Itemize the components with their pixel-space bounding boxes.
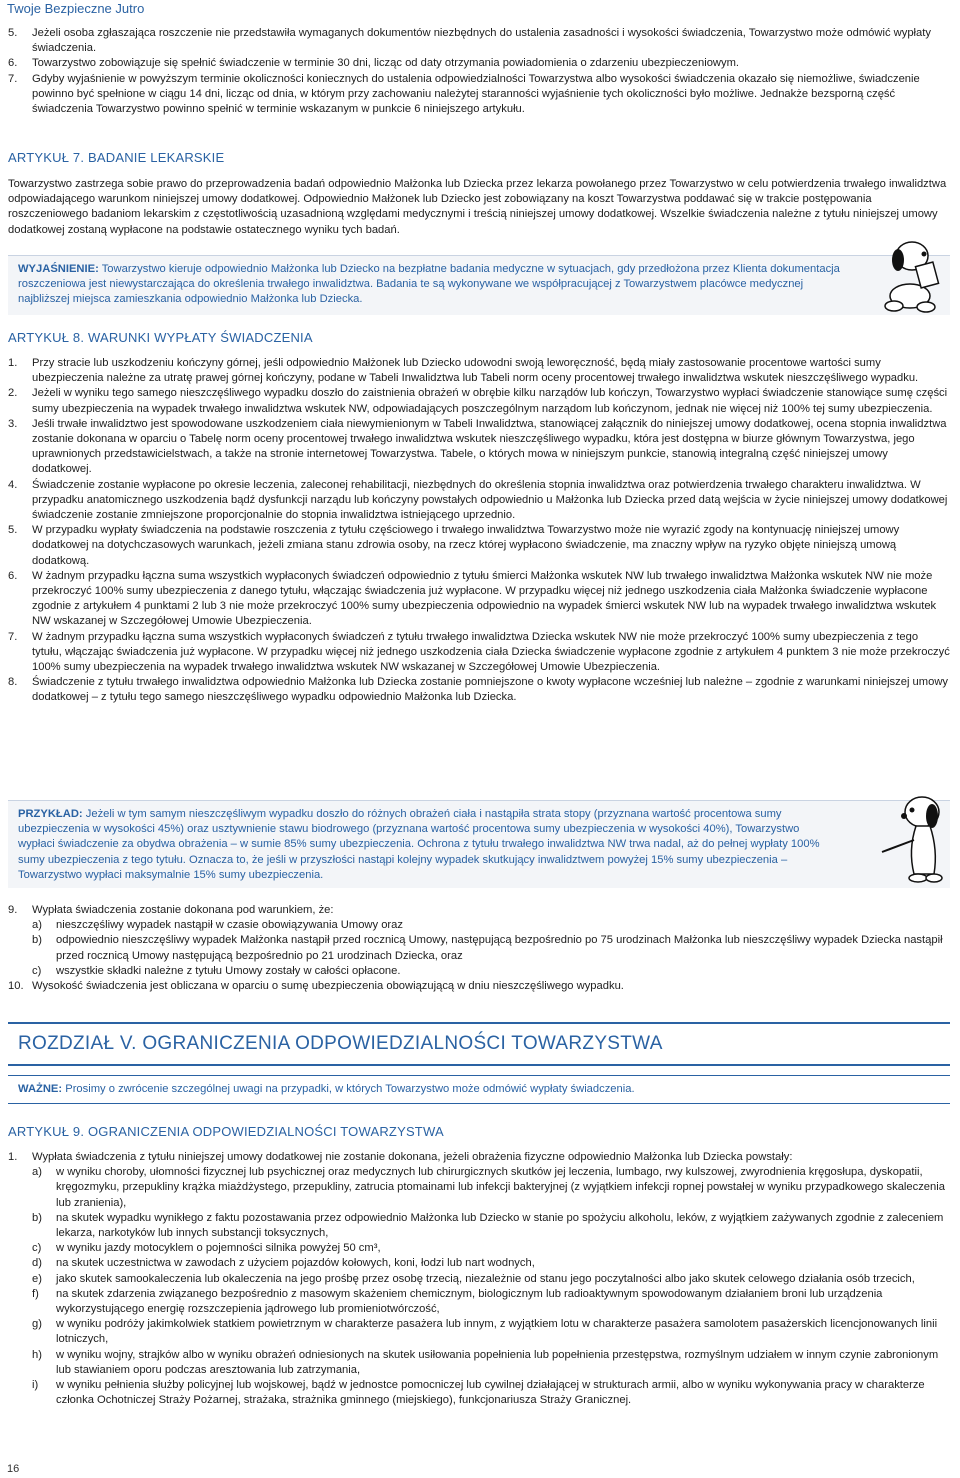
sub-list-item: i) w wyniku pełnienia służby policyjnej lub wojskowej, bądź w jednostce pomocniczej lub cywilnej działającej w strukturach armii, albo w wyniku wykonywania pracy w charakterze członka Ochotniczej Straży Pożarnej, strażaka, strażnika gminnego (miejskiego), funkcjonariusza Straży Granicznej. [32,1379,925,1407]
sub-list-item: f) na skutek zdarzenia związanego bezpośrednio z masowym skażeniem chemicznym, biologicznym lub radioaktywnym spowodowanym działaniem broni lub urządzenia wykorzystującego energię rozszczepienia jądrowego lub promieniotwórczość, [32,1287,883,1316]
list-item: 3. Jeśli trwałe inwalidztwo jest spowodowane uszkodzeniem ciała niewymienionym w Tabeli Inwalidztwa, stanowiącej załącznik do niniejszej umowy dodatkowej, ocena stopnia inwalidztwa zostanie dokonana w oparciu o Tabelę norm oceny procentowej trwałego inwalidztwa wskutek nieszczęśliwego wypadku, która jest dostępna w biurze głównym Towarzystwa, jego uprawnionych przedstawicielstwach, a także na stronie internetowej Towarzystwa. Tabele, o których mowa w niniejszym punkcie, stanowią integralną część niniejszej umowy dodatkowej. [8,417,947,476]
important-label: WAŻNE: [18,1083,63,1095]
sub-list-item: d) na skutek uczestnictwa w zawodach z użyciem pojazdów kołowych, koni, łodzi lub nart wodnych, [32,1257,535,1270]
sub-list-item: c) w wyniku jazdy motocyklem o pojemności silnika powyżej 50 cm³, [32,1242,381,1255]
art7-note [8,255,950,315]
list-item: 6. Towarzystwo zobowiązuje się spełnić świadczenie w terminie 30 dni, licząc od daty otrzymania powiadomienia o zdarzeniu ubezpieczeniowym. [8,57,740,70]
note-label: WYJAŚNIENIE: [18,263,99,275]
sub-list-item: g) w wyniku podróży jakimkolwiek statkiem powietrznym w charakterze pasażera lub innym, z wyjątkiem lotu w charakterze pasażera samolotem pasażerskich licencjonowanych linii lotniczych, [32,1318,938,1346]
art8-list-continued [8,903,950,994]
header-title: Twoje Bezpieczne Jutro [7,1,145,16]
art8-list [8,356,950,706]
art8-example [8,800,950,888]
sub-list-item: h) w wyniku wojny, strajków albo w wyniku obrażeń odniesionych na skutek usiłowania popełnienia lub popełnienia przestępstwa, rozmyślnym udziałem w innym czynie zabronionym lub stawianiem oporu podczas aresztowania lub zatrzymania, [32,1348,939,1376]
art8-heading: ARTYKUŁ 8. WARUNKI WYPŁATY ŚWIADCZENIA [8,330,313,345]
sub-list-item: a) nieszczęśliwy wypadek nastąpił w czasie obowiązywania Umowy oraz [32,919,403,932]
list-item: 4. Świadczenie zostanie wypłacone po okresie leczenia, zaleconej rehabilitacji, niezbędnych do określenia stopnia inwalidztwa oraz potwierdzenia trwałego charakteru inwalidztwa. W przypadku anatomicznego uszkodzenia bądź dysfunkcji narządu lub kończyny powstałych odpowiednio u Małżonka lub Dziecka przed datą wejścia w życie niniejszej umowy dodatkowej świadczenie zostanie zmniejszone proporcjonalnie do stopnia inwalidztwa istniejącego uprzednio. [8,478,948,522]
list-item: 1. Przy stracie lub uszkodzeniu kończyny górnej, jeśli odpowiednio Małżonek lub Dziecko udowodni swoją leworęczność, będą miały zastosowanie procentowe wartości sumy ubezpieczenia należne za utratę prawej górnej kończyny, podane w Tabeli Inwalidztwa lub Tabeli norm oceny procentowej trwałego inwalidztwa wskutek nieszczęśliwego wypadku. [8,357,919,385]
list-item: 8. Świadczenie z tytułu trwałego inwalidztwa odpowiednio Małżonka lub Dziecka zostanie pomniejszone o kwoty wypłacone wcześniej lub należne – zgodnie z warunkami niniejszej umowy dodatkowej – z tytułu tego samego nieszczęśliwego wypadku odpowiednio Małżonka lub Dziecka. [8,676,948,704]
list-item: 6. W żadnym przypadku łączna suma wszystkich wypłaconych świadczeń odpowiednio z tytułu śmierci Małżonka wskutek NW lub trwałego inwalidztwa Małżonka wskutek NW nie może przekroczyć 100% sumy ubezpieczenia z danego tytułu, włączając świadczenia już wypłacone. W przypadku więcej niż jednego uszkodzenia ciała Małżonka świadczenie wypłacone zgodnie z artykułem 4 punktami 2 lub 3 nie może przekroczyć 100% sumy ubezpieczenia odpowiednio na wypadek śmierci wskutek NW lub na wypadek trwałego inwalidztwa wskutek NW wskazanej w Szczegółowej Umowie Ubezpieczenia. [8,569,937,628]
chapter-heading-box [8,1022,950,1066]
sub-list-item: a) w wyniku choroby, ułomności fizycznej lub psychicznej oraz medycznych lub chirurgicznych skutków jej leczenia, lumbago, rwy kulszowej, zwyrodnienia kręgosłupa, dyskopatii, kręgozmyku, przepukliny krążka miażdżystego, przepukliny, zatrucia ptomainami lub infekcji bakteryjnej (z wyjątkiem infekcji ropnej powstałej w wyniku przypadkowego skaleczenia lub zranienia), [32,1166,945,1209]
chapter-title: ROZDZIAŁ V. OGRANICZENIA ODPOWIEDZIALNOŚCI TOWARZYSTWA [18,1033,663,1054]
list-item: 7. W żadnym przypadku łączna suma wszystkich wypłaconych świadczeń z tytułu trwałego inwalidztwa Dziecka wskutek NW nie może przekroczyć 100% sumy ubezpieczenia z tego tytułu, włączając świadczenia już wypłacone. W przypadku więcej niż jednego uszkodzenia ciała Dziecka świadczenie wypłacone zgodnie z artykułem 4 punktem 3 nie może przekroczyć 100% sumy ubezpieczenia na wypadek trwałego inwalidztwa wskutek NW wskazanej w Szczegółowej Umowie Ubezpieczenia. [8,630,950,674]
sub-list-item: c) wszystkie składki należne z tytułu Umowy zostały w całości opłacone. [32,964,401,977]
list-item: 5. Jeżeli osoba zgłaszająca roszczenie nie przedstawiła wymaganych dokumentów niezbędnych do ustalenia zasadności i wysokości świadczenia, Towarzystwo może odmówić wypłaty świadczenia. [8,27,931,55]
snoopy-pointing-illustration [868,790,950,886]
item-text: Jeżeli osoba zgłaszająca roszczenie nie przedstawiła wymaganych dokumentów niezbędnych do ustalenia zasadności i wysokości świadczenia, Towarzystwo może odmówić wypłaty świadczenia. [32,27,931,55]
note-text: Towarzystwo kieruje odpowiednio Małżonka lub Dziecko na bezpłatne badania medyczne w sytuacjach, gdy przedłożona przez Klienta dokumentacja roszczeniowa jest niewystarczająca do określenia trwałego inwalidztwa. Badania te są wykonywane we współpracującej z Towarzystwem placówce medycznej najbliższej miejsca zamieszkania odpowiednio Małżonka lub Dziecka. [18,263,840,306]
list-item: 9. Wypłata świadczenia zostanie dokonana pod warunkiem, że: a) nieszczęśliwy wypadek nastąpił w czasie obowiązywania Umowy oraz b) odpowiednio nieszczęśliwy wypadek Małżonka nastąpił przed rocznicą Umowy, następującą bezpośrednio po 75 urodzinach Małżonka lub nieszczęśliwy wypadek Dziecka nastąpił przed rocznicą Umowy następującą bezpośrednio po 21 urodzinach Dziecka, oraz c) wszystkie składki należne z tytułu Umowy zostały w całości opłacone. [8,903,950,979]
page-number: 16 [7,1463,20,1475]
list-item: 10. Wysokość świadczenia jest obliczana w oparciu o sumę ubezpieczenia obowiązującą w dniu nieszczęśliwego wypadku. [8,980,624,993]
important-text: Prosimy o zwrócenie szczególnej uwagi na przypadki, w których Towarzystwo może odmówić wypłaty świadczenia. [65,1083,635,1095]
sub-list-item: b) na skutek wypadku wynikłego z faktu pozostawania przez odpowiednio Małżonka lub Dziecko w stanie po spożyciu alkoholu, leków, z wyjątkiem zażywanych zgodnie z zaleceniem lekarza, narkotyków lub innych substancji toksycznych, [32,1211,944,1240]
snoopy-reading-illustration [876,234,948,314]
important-note [8,1075,950,1104]
item-text: Gdyby wyjaśnienie w powyższym terminie okoliczności koniecznych do ustalenia odpowiedzialności Towarzystwa albo wysokości świadczenia okazało się niemożliwe, świadczenie powinno być spełnione w ciągu 14 dni, licząc od dnia, w którym przy zachowaniu należytej staranności wyjaśnienie tych okoliczności było możliwe. Jednakże bezsporną część świadczenia Towarzystwo powinno spełnić w terminie wskazanym w punkcie 6 niniejszego artykułu. [32,72,920,116]
example-text: Jeżeli w tym samym nieszczęśliwym wypadku doszło do różnych obrażeń ciała i nastąpiła strata stopy (przyznana wartość procentowa sumy ubezpieczenia w wysokości 45%) oraz usztywnienie stawu biodrowego (przyznana wartość procentowa sumy ubezpieczenia w wysokości 40%), Towarzystwo wypłaci świadczenie za obydwa obrażenia – w sumie 85% sumy ubezpieczenia. Ochrona z tytułu trwałego inwalidztwa NW trwa nadal, aż do pełnej wypłaty 100% sumy ubezpieczenia z tego tytułu. Oznacza to, że jeśli w przyszłości nastąpi kolejny wypadek skutkujący inwalidztwem powyżej 15% sumy ubezpieczenia – Towarzystwo wypłaci maksymalnie 15% sumy ubezpieczenia. [18,808,820,881]
list-item: 5. W przypadku wypłaty świadczenia na podstawie roszczenia z tytułu częściowego i trwałego inwalidztwa Towarzystwo może nie wyrazić zgody na kontynuację niniejszej umowy dodatkowej na dotychczasowych warunkach, jeżeli zmiana stanu zdrowia osoby, na rzecz której wypłacono świadczenie, ma znaczny wpływ na ryzyko objęte niniejszą umową dodatkową. [8,524,900,567]
example-label: PRZYKŁAD: [18,808,83,820]
sub-list-item: b) odpowiednio nieszczęśliwy wypadek Małżonka nastąpił przed rocznicą Umowy, następującą bezpośrednio po 75 urodzinach Małżonka lub nieszczęśliwy wypadek Dziecka nastąpił przed rocznicą Umowy następującą bezpośrednio po 21 urodzinach Dziecka, oraz [32,934,943,962]
art7-paragraph: Towarzystwo zastrzega sobie prawo do przeprowadzenia badań odpowiednio Małżonka lub Dziecka przez lekarza powołanego przez Towarzystwo w celu potwierdzenia trwałego inwalidztwa odpowiadającego warunkom niniejszej umowy dodatkowej. Odpowiednio Małżonek lub Dziecko jest zobowiązany na koszt Towarzystwa poddawać się w trakcie postępowania roszczeniowego badaniom lekarskim z częstotliwością uzasadnioną względami medycznymi i treścią niniejszej umowy dodatkowej. Wszelkie świadczenia należne z tytułu niniejszej umowy dodatkowej zostaną wypłacone na podstawie ostatecznego wyniku tych badań. [8,178,947,236]
intro-list [8,26,950,117]
list-item: 2. Jeżeli w wyniku tego samego nieszczęśliwego wypadku doszło do zaistnienia obrażeń w obrębie kilku narządów lub kończyn, Towarzystwo wypłaci świadczenie stanowiące sumę części sumy ubezpieczenia na wypadek trwałego inwalidztwa wskutek NW, odpowiadających poszczególnym narządom lub kończynom, jednak nie więcej niż 100% tej sumy ubezpieczenia. [8,387,948,415]
list-item: 1. Wypłata świadczenia z tytułu niniejszej umowy dodatkowej nie zostanie dokonana, jeżeli obrażenia fizyczne odpowiednio Małżonka lub Dziecka powstały: a) w wyniku choroby, ułomności fizycznej lub psychicznej oraz medycznych lub chirurgicznych skutków jej leczenia, lumbago, rwy kulszowej, zwyrodnienia kręgosłupa, dyskopatii, kręgozmyku, przepukliny krążka miażdżystego, przepukliny, zatrucia ptomainami lub infekcji bakteryjnej (z wyjątkiem infekcji ropnej powstałej w wyniku przypadkowego skaleczenia lub zranienia), b) na skutek wypadku wynikłego z faktu pozostawania przez odpowiednio Małżonka lub Dziecko w stanie po spożyciu alkoholu, leków, z wyjątkiem zażywanych zgodnie z zaleceniem lekarza, narkotyków lub innych substancji toksycznych, c) w wyniku jazdy motocyklem o pojemności silnika powyżej 50 cm³, d) na skutek uczestnictwa w zawodach z użyciem pojazdów kołowych, koni, łodzi lub nart wodnych, e) jako skutek samookaleczenia lub okaleczenia na jego prośbę przez osobę trzecią, niezależnie od stanu jego poczytalności albo jako skutek celowego działania osób trzecich, f) na skutek zdarzenia związanego bezpośrednio z masowym skażeniem chemicznym, biologicznym lub radioaktywnym spowodowanym działaniem broni lub urządzenia wykorzystującego energię rozszczepienia jądrowego lub promieniotwórczość, g) w wyniku podróży jakimkolwiek statkiem powietrznym w charakterze pasażera lub innym, z wyjątkiem lotu w charakterze pasażera samolotem pasażerskich licencjonowanych linii lotniczych, h) w wyniku wojny, strajków albo w wyniku obrażeń odniesionych na skutek usiłowania popełnienia lub popełnienia przestępstwa, rozmyślnym udziałem w innym czynie zabronionym lub stawianiem oporu podczas aresztowania lub zatrzymania, i) w wyniku pełnienia służby policyjnej lub wojskowej, bądź w jednostce pomocniczej lub cywilnej działającej w strukturach armii, albo w wyniku wykonywania pracy w charakterze członka Ochotniczej Straży Pożarnej, strażaka, strażnika gminnego (miejskiego), funkcjonariusza Straży Granicznej. [8,1150,950,1408]
art9-heading: ARTYKUŁ 9. OGRANICZENIA ODPOWIEDZIALNOŚCI TOWARZYSTWA [8,1124,444,1139]
sub-list-item: e) jako skutek samookaleczenia lub okaleczenia na jego prośbę przez osobę trzecią, niezależnie od stanu jego poczytalności albo jako skutek celowego działania osób trzecich, [32,1272,915,1285]
list-item: 7. Gdyby wyjaśnienie w powyższym terminie okoliczności koniecznych do ustalenia odpowiedzialności Towarzystwa albo wysokości świadczenia okazało się niemożliwe, świadczenie powinno być spełnione w ciągu 14 dni, licząc od dnia, w którym przy zachowaniu należytej staranności wyjaśnienie tych okoliczności było możliwe. Jednakże bezsporną część świadczenia Towarzystwo powinno spełnić w terminie wskazanym w punkcie 6 niniejszego artykułu. [8,72,920,116]
art9-list [8,1150,950,1408]
item-text: Towarzystwo zobowiązuje się spełnić świadczenie w terminie 30 dni, licząc od daty otrzymania powiadomienia o zdarzeniu ubezpieczeniowym. [32,57,740,70]
art7-heading: ARTYKUŁ 7. BADANIE LEKARSKIE [8,150,225,165]
